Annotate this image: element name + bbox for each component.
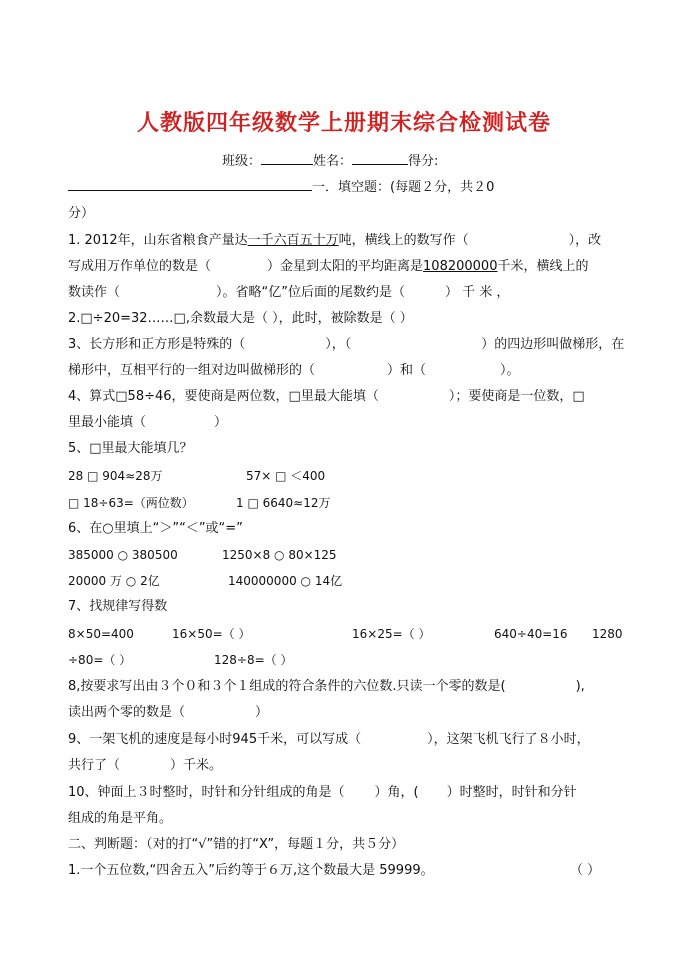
score-label: 得分: xyxy=(408,154,439,169)
q4-line-b: 里最小能填（ ） xyxy=(68,415,228,430)
q4-line-a: 4、算式□58÷46，要使商是两位数，□里最大能填（ ）；要使商是一位数，□ xyxy=(68,389,585,404)
section1-title: 一．填空题：(每题２分，共２0 xyxy=(312,180,495,195)
section1-header xyxy=(68,178,494,197)
q1-underlined-number: 一千六百五十万 xyxy=(247,233,339,248)
section1-header-cont: 分） xyxy=(68,206,95,221)
q8-line-a: 8,按要求写出由３个０和３个１组成的符合条件的六位数.只读一个零的数是( ), xyxy=(68,679,585,694)
q7-row1-col2: 16×50=（ ） xyxy=(172,627,251,641)
q7-row2-col1: ÷80=（ ） xyxy=(68,653,132,667)
q1-line-a: 1. 2012年，山东省粮食产量达一千六百五十万吨，横线上的数写作（ ），改 xyxy=(68,233,602,248)
name-blank xyxy=(352,152,408,165)
q9-line-a: 9、一架飞机的速度是每小时945千米，可以写成（ ），这架飞机飞行了８小时， xyxy=(68,732,590,747)
q5-row1-col1: 28 □ 904≈28万 xyxy=(68,469,163,483)
header-rule xyxy=(68,178,312,191)
page-title: 人教版四年级数学上册期末综合检测试卷 xyxy=(136,110,551,136)
section2-q1-paren: （ ） xyxy=(570,863,601,878)
q7-title: 7、找规律写得数 xyxy=(68,599,168,614)
q6-row2-col1: 20000 万 ○ 2亿 xyxy=(68,574,160,588)
q7-row2-col2: 128÷8=（ ） xyxy=(214,653,293,667)
q10-line-b: 组成的角是平角。 xyxy=(68,811,173,826)
section2-q1: 1.一个五位数,“四舍五入”后约等于６万,这个数最大是 59999。 xyxy=(68,863,434,878)
q1-line-c: 数读作（ ）。省略“亿”位后面的尾数约是（ ） 千 米 ， xyxy=(68,285,510,300)
info-line xyxy=(222,152,438,171)
q1-underlined-distance: 108200000 xyxy=(423,259,498,274)
q1-line-b: 写成用万作单位的数是（ ）金星到太阳的平均距离是108200000千米，横线上的 xyxy=(68,259,589,274)
q6-title: 6、在○里填上“＞”“＜”或“=” xyxy=(68,521,243,536)
q3-line-a: 3、长方形和正方形是特殊的（ ），（ ）的四边形叫做梯形，在 xyxy=(68,337,625,352)
class-label: 班级： xyxy=(222,154,262,169)
q10-line-a: 10、钟面上３时整时，时针和分针组成的角是（ ）角，( ）时整时，时针和分针 xyxy=(68,785,577,800)
q6-row2-col2: 140000000 ○ 14亿 xyxy=(228,574,343,588)
q5-title: 5、□里最大能填几？ xyxy=(68,441,193,456)
q7-row1-col1: 8×50=400 xyxy=(68,627,134,641)
q9-line-b: 共行了（ ）千米。 xyxy=(68,758,223,773)
q7-row1-col3: 16×25=（ ） xyxy=(352,627,431,641)
q8-line-b: 读出两个零的数是（ ） xyxy=(68,705,269,720)
q2-line: 2.□÷20=32……□,余数最大是（ ），此时，被除数是（ ） xyxy=(68,311,413,326)
q6-row1-col1: 385000 ○ 380500 xyxy=(68,548,178,562)
q5-row2-col2: 1 □ 6640≈12万 xyxy=(236,496,331,510)
q3-line-b: 梯形中，互相平行的一组对边叫做梯形的（ ）和（ ）。 xyxy=(68,363,520,378)
q5-row1-col2: 57× □ ＜400 xyxy=(246,469,326,483)
q6-row1-col2: 1250×8 ○ 80×125 xyxy=(222,548,337,562)
q5-row2-col1: □ 18÷63=（两位数） xyxy=(68,496,194,510)
class-blank xyxy=(261,152,313,165)
q7-row1-col4: 640÷40=16 xyxy=(494,627,568,641)
name-label: 姓名： xyxy=(313,154,353,169)
q7-row1-col5: 1280 xyxy=(592,627,623,641)
section2-header: 二、判断题：（对的打“√”错的打“X”，每题１分，共５分） xyxy=(68,837,405,852)
